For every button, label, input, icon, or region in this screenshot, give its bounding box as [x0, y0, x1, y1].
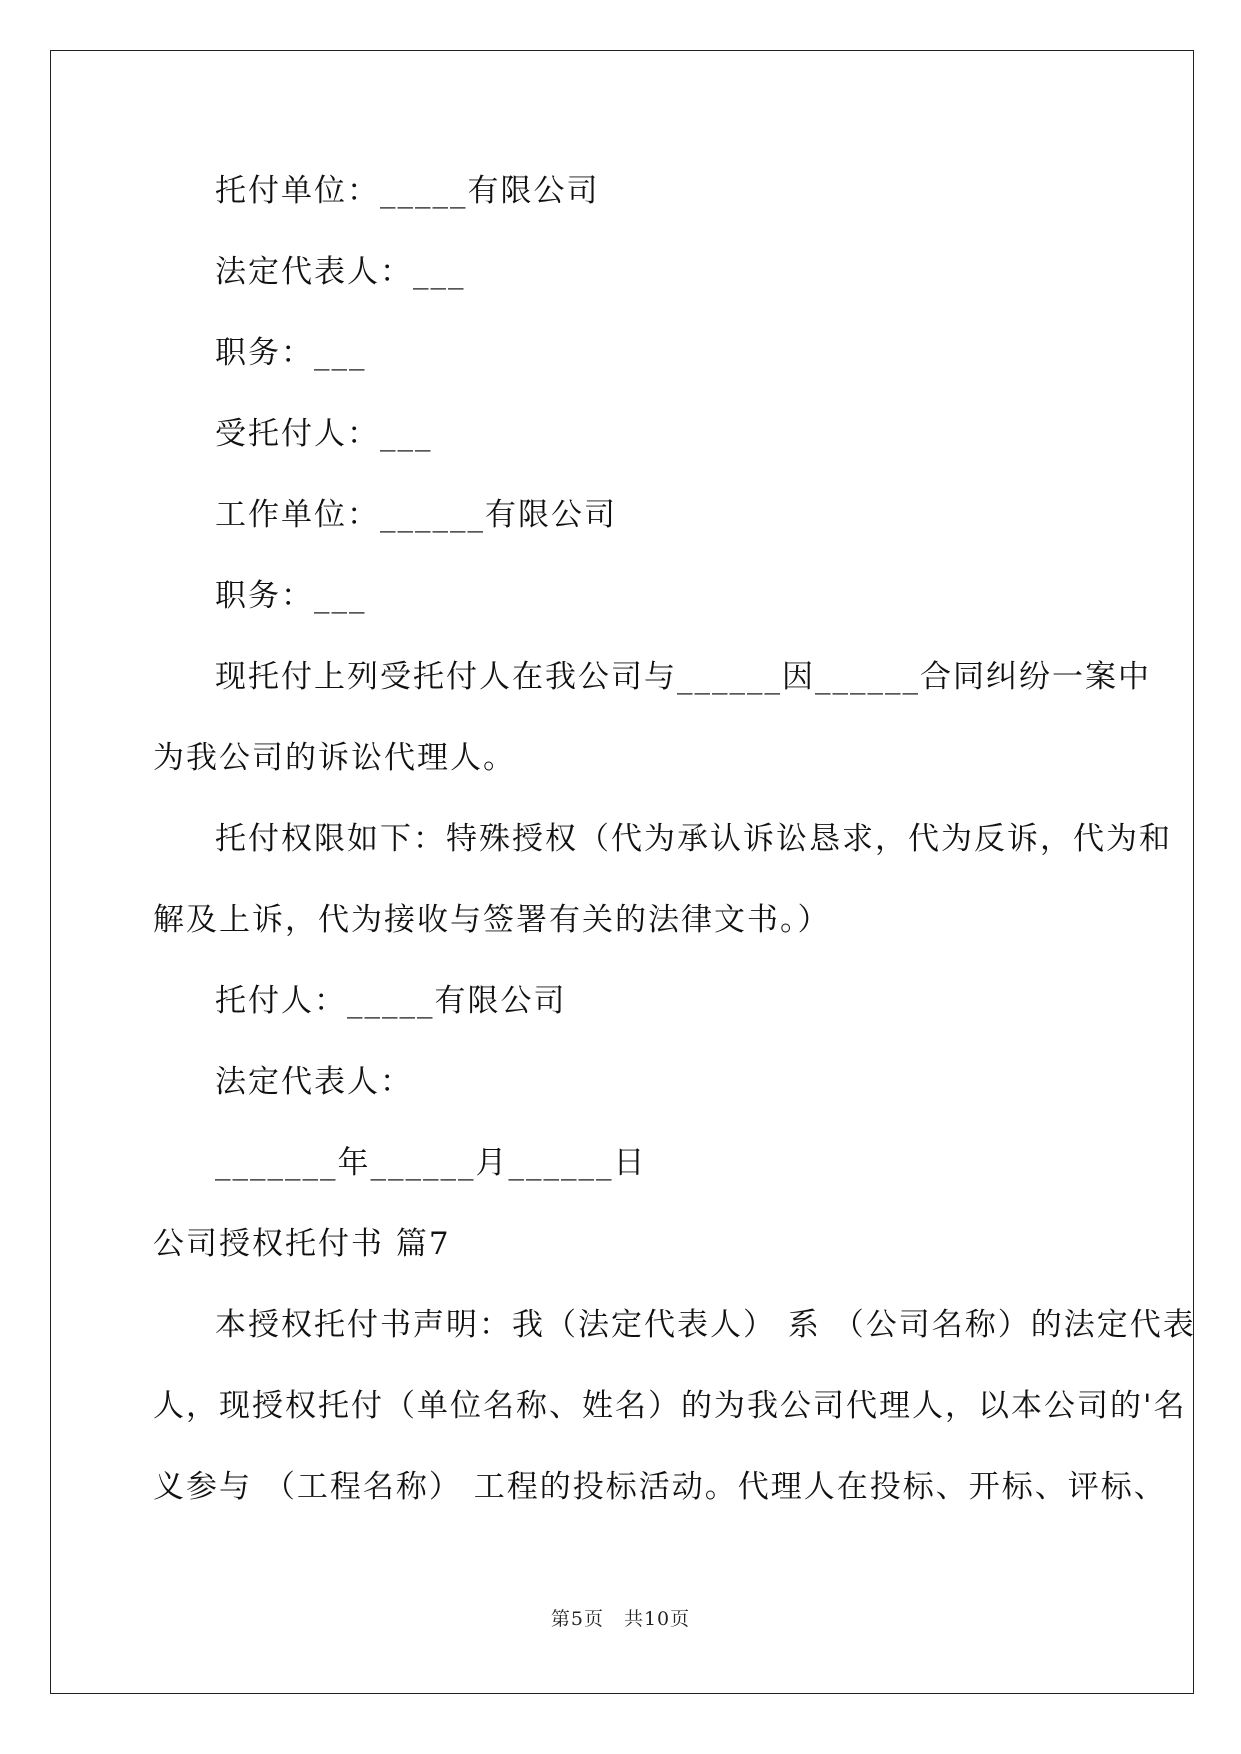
authority-paragraph-line-2: 解及上诉，代为接收与签署有关的法律文书。） — [153, 902, 831, 938]
entrustment-paragraph-line-1: 现托付上列受托付人在我公司与______因______合同纠纷一案中 — [215, 659, 1151, 695]
authority-paragraph-line-1: 托付权限如下：特殊授权（代为承认诉讼恳求，代为反诉，代为和 — [215, 821, 1172, 857]
page-number-footer: 第5页 共10页 — [550, 1608, 691, 1630]
page-border — [50, 50, 1194, 1694]
signature-representative-line: 法定代表人： — [215, 1064, 413, 1100]
entrusting-unit-line: 托付单位：_____有限公司 — [215, 173, 600, 209]
section-heading: 公司授权托付书 篇7 — [153, 1226, 451, 1262]
declaration-paragraph-line-3: 义参与 （工程名称） 工程的投标活动。代理人在投标、开标、评标、 — [153, 1469, 1167, 1505]
date-line: _______年______月______日 — [215, 1145, 647, 1181]
trustee-line: 受托付人：___ — [215, 416, 433, 452]
work-unit-line: 工作单位：______有限公司 — [215, 497, 617, 533]
declaration-paragraph-line-1: 本授权托付书声明：我（法定代表人） 系 （公司名称）的法定代表 — [215, 1307, 1196, 1343]
legal-representative-line: 法定代表人：___ — [215, 254, 466, 290]
entrustment-paragraph-line-2: 为我公司的诉讼代理人。 — [153, 740, 516, 776]
trustee-position-line: 职务：___ — [215, 578, 367, 614]
position-line: 职务：___ — [215, 335, 367, 371]
declaration-paragraph-line-2: 人，现授权托付（单位名称、姓名）的为我公司代理人，以本公司的'名 — [153, 1388, 1187, 1424]
entrusting-party-line: 托付人：_____有限公司 — [215, 983, 567, 1019]
